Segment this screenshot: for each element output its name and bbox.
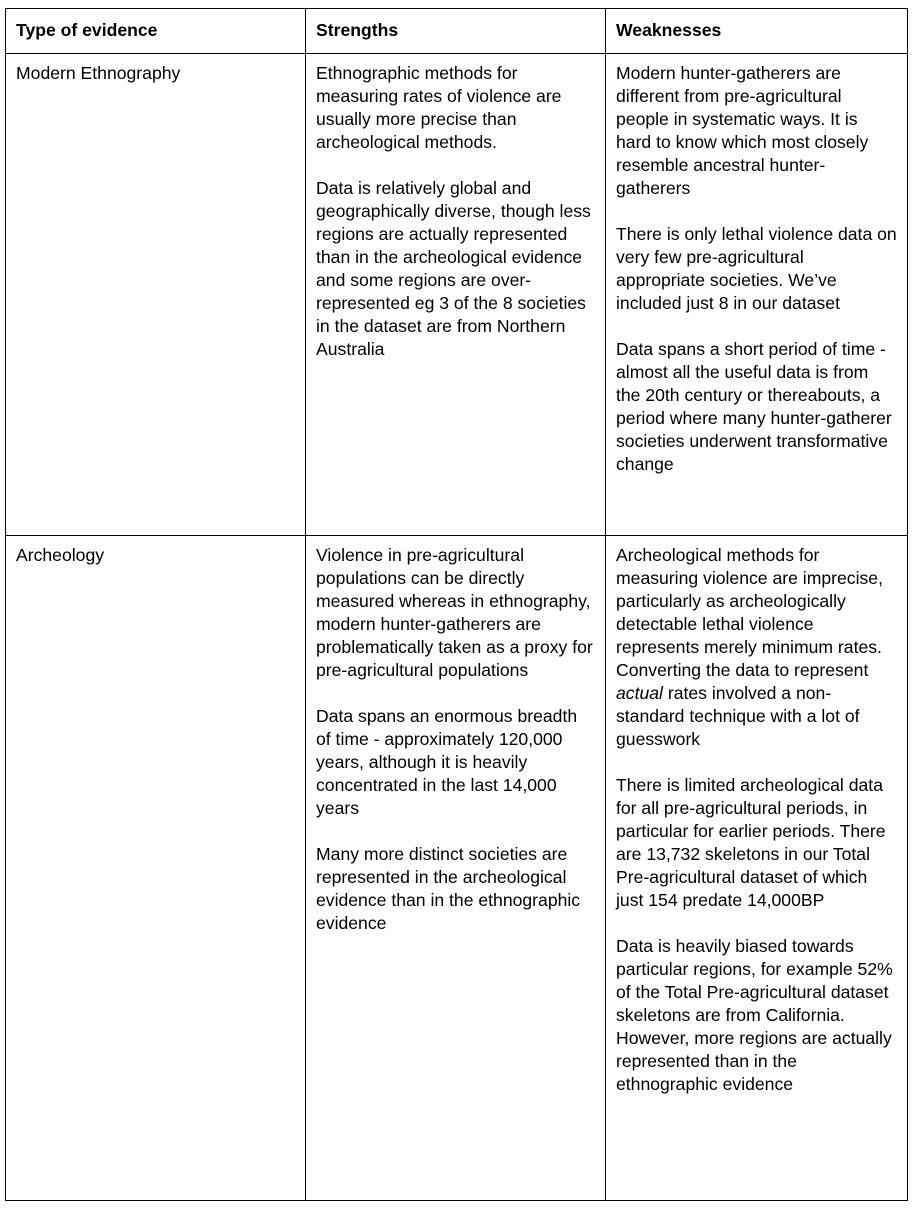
weakness-paragraph: Modern hunter-gatherers are different from pre-agricultural people in systematic ways. It is hard to know which most closely resemble ancestral hunter-gatherers — [616, 63, 869, 198]
table-header-row — [6, 9, 908, 54]
header-strengths: Strengths — [306, 9, 606, 54]
strength-paragraph: Ethnographic methods for measuring rates of violence are usually more precise than archeological methods. — [316, 63, 562, 152]
table-row — [6, 536, 908, 1201]
evidence-table — [5, 8, 908, 1201]
weakness-paragraph: There is only lethal violence data on very few pre-agricultural appropriate societies. We’ve included just 8 in our dataset — [616, 224, 897, 313]
cell-weaknesses — [606, 54, 908, 536]
strength-paragraph: Data is relatively global and geographically diverse, though less regions are actually represented than in the archeological evidence and some regions are over-represented eg 3 of the 8 societies in the dataset are from Northern Australia — [316, 178, 591, 359]
header-weaknesses: Weaknesses — [606, 9, 908, 54]
cell-type: Archeology — [6, 536, 306, 1201]
header-type-of-evidence: Type of evidence — [6, 9, 306, 54]
weakness-text: Archeological methods for measuring violence are imprecise, particularly as archeologically detectable lethal violence represents merely minimum rates. Converting the data to represent — [616, 545, 883, 680]
weakness-paragraph: Data is heavily biased towards particular regions, for example 52% of the Total Pre-agricultural dataset skeletons are from California. However, more regions are actually represented than in the ethnographic evidence — [616, 936, 893, 1094]
cell-strengths — [306, 536, 606, 1201]
cell-type: Modern Ethnography — [6, 54, 306, 536]
table-row — [6, 54, 908, 536]
weakness-text: rates involved a non-standard technique with a lot of guesswork — [616, 683, 860, 749]
cell-strengths — [306, 54, 606, 536]
strength-paragraph: Many more distinct societies are represented in the archeological evidence than in the ethnographic evidence — [316, 844, 581, 933]
weakness-paragraph: There is limited archeological data for all pre-agricultural periods, in particular for earlier periods. There are 13,732 skeletons in our Total Pre-agricultural dataset of which just 154 predate 14,000BP — [616, 775, 886, 910]
cell-weaknesses — [606, 536, 908, 1201]
strength-paragraph: Data spans an enormous breadth of time - approximately 120,000 years, although it is heavily concentrated in the last 14,000 years — [316, 706, 578, 818]
strength-paragraph: Violence in pre-agricultural populations can be directly measured whereas in ethnography, modern hunter-gatherers are problematically taken as a proxy for pre-agricultural populations — [316, 545, 593, 680]
weakness-paragraph — [616, 544, 897, 751]
weakness-paragraph: Data spans a short period of time - almost all the useful data is from the 20th century or thereabouts, a period where many hunter-gatherer societies underwent transformative change — [616, 339, 892, 474]
emphasis-actual: actual — [616, 683, 663, 703]
